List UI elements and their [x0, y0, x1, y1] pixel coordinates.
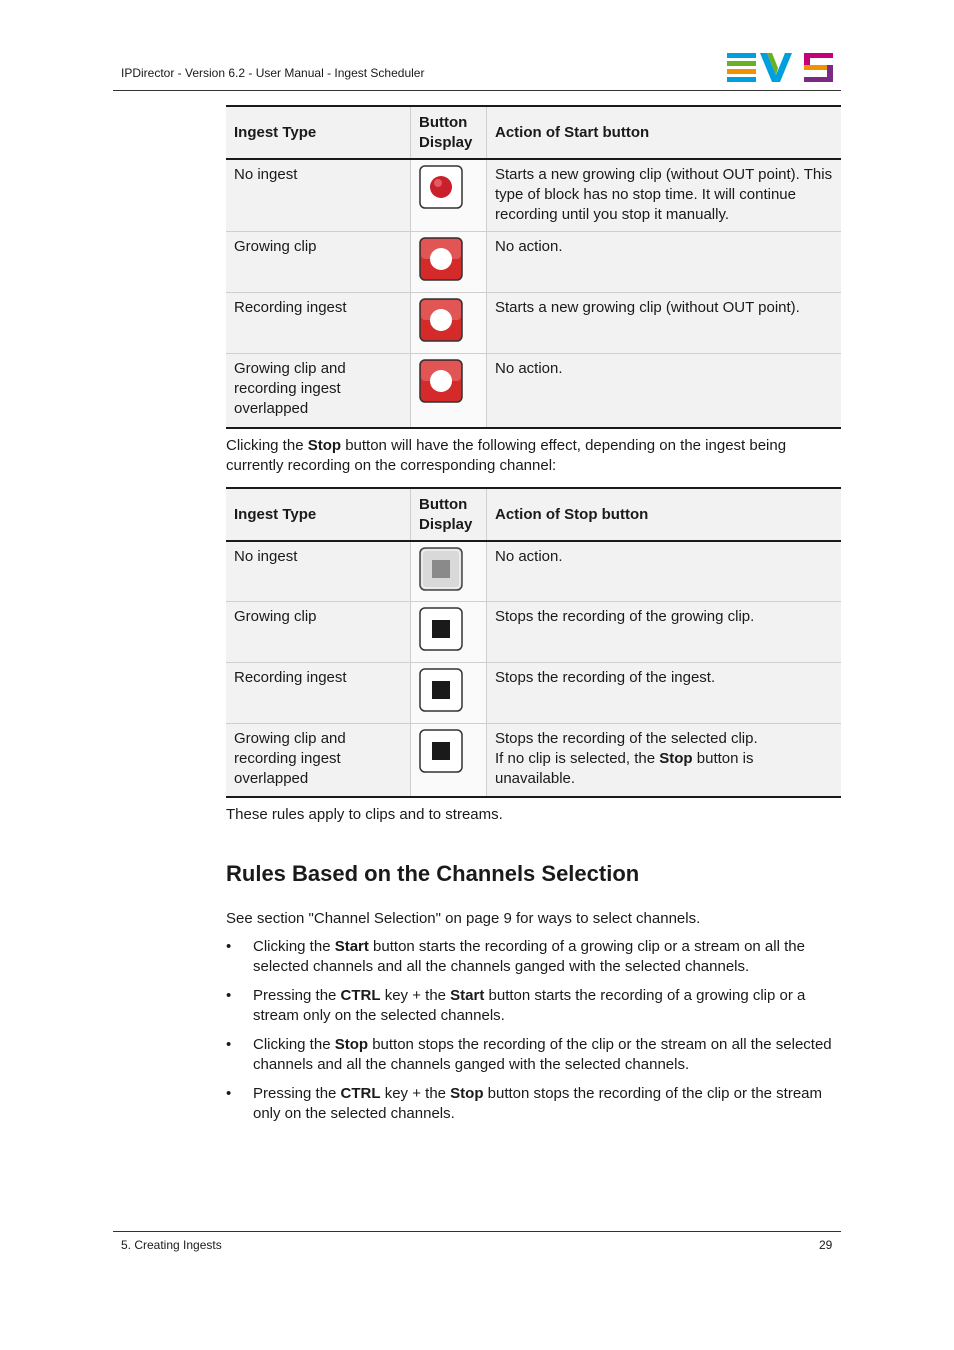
- table-row: [226, 293, 841, 354]
- section-intro: See section "Channel Selection" on page 9 for ways to select channels.: [226, 910, 701, 927]
- table-row: [226, 232, 841, 293]
- action-cell: No action.: [495, 360, 563, 377]
- list-item: [226, 986, 841, 1026]
- list-item: [226, 1084, 841, 1124]
- ingest-type-cell: Growing clip and recording ingest overlapped: [234, 729, 346, 787]
- action-cell: Starts a new growing clip (without OUT point). This type of block has no stop time. It will continue recording until you stop it manually.: [495, 166, 833, 223]
- button-display-cell: [411, 541, 487, 601]
- rules-note: These rules apply to clips and to streams.: [226, 806, 503, 823]
- stop-table-header-button-display: Button Display: [411, 488, 487, 541]
- bullet-bold: Stop: [450, 1085, 484, 1102]
- evs-logo-e: [727, 53, 756, 82]
- record-active-icon: [419, 298, 463, 342]
- ingest-type-cell: Recording ingest: [234, 668, 347, 686]
- start-table-header-action: Action of Start button: [487, 106, 842, 159]
- start-button-table: [226, 105, 841, 429]
- button-display-cell: [411, 159, 487, 232]
- bullet: •: [226, 1085, 232, 1102]
- ingest-type-cell: Growing clip: [234, 607, 317, 625]
- start-table-header-button-display: Button Display: [411, 106, 487, 159]
- bullet-text: Pressing the: [253, 1085, 341, 1102]
- evs-logo-v: [760, 53, 792, 82]
- bullet-text: Clicking the: [253, 1036, 335, 1053]
- bullet: •: [226, 1036, 232, 1053]
- stop-intro-text-end: button will have the following effect, depending on the ingest being currently recording on the corresponding channel:: [226, 437, 787, 474]
- table-row: [226, 601, 841, 662]
- button-display-cell: [411, 354, 487, 428]
- action-cell: No action.: [495, 548, 563, 565]
- action-cell: Starts a new growing clip (without OUT point).: [495, 299, 800, 316]
- stop-enabled-icon: [419, 607, 463, 651]
- bullet-text: Pressing the: [253, 987, 341, 1004]
- record-inactive-icon: [419, 165, 463, 209]
- footer-chapter: 5. Creating Ingests: [121, 1238, 222, 1252]
- table-row: [226, 354, 841, 428]
- table-row: [226, 723, 841, 797]
- bullet-text: button stops the recording of the clip or the stream on all the selected channels and all the channels ganged with the selected channels.: [253, 1036, 832, 1073]
- section-title: Rules Based on the Channels Selection: [226, 861, 640, 886]
- bullet-text: button starts the recording of a growing clip or a stream only on the selected channels.: [253, 987, 806, 1024]
- stop-table-header-action: Action of Stop button: [487, 488, 842, 541]
- action-text: If no clip is selected, the: [495, 749, 660, 767]
- action-bold: Stop: [659, 749, 693, 767]
- ingest-type-cell: Recording ingest: [234, 299, 347, 316]
- stop-intro-bold: Stop: [307, 437, 342, 454]
- record-active-icon: [419, 359, 463, 403]
- table-row: [226, 541, 841, 601]
- ingest-type-cell: No ingest: [234, 548, 298, 565]
- ingest-type-cell: No ingest: [234, 166, 298, 183]
- stop-intro-text: Clicking the: [226, 437, 308, 454]
- evs-logo: [727, 53, 834, 82]
- list-item: [226, 1035, 841, 1075]
- evs-logo-s: [804, 53, 833, 82]
- bullet-text: button starts the recording of a growing clip or a stream on all the selected channels and all the channels ganged with the selected channels.: [253, 938, 805, 975]
- header-rule: [113, 90, 841, 91]
- bullet-text: button stops the recording of the clip or the stream only on the selected channels.: [253, 1085, 823, 1122]
- button-display-cell: [411, 293, 487, 354]
- button-display-cell: [411, 723, 487, 797]
- bullet-text: Clicking the: [253, 938, 335, 955]
- footer-rule: [113, 1231, 841, 1232]
- stop-enabled-icon: [419, 729, 463, 773]
- action-line: Stops the recording of the selected clip.: [495, 729, 758, 747]
- record-active-icon: [419, 237, 463, 281]
- bullet-text: key + the: [380, 987, 451, 1004]
- bullet-bold: CTRL: [340, 987, 381, 1004]
- stop-disabled-icon: [419, 547, 463, 591]
- ingest-type-cell: Growing clip and recording ingest overlapped: [234, 360, 346, 417]
- action-cell: Stops the recording of the growing clip.: [495, 607, 755, 625]
- stop-enabled-icon: [419, 668, 463, 712]
- bullet-text: key + the: [380, 1085, 451, 1102]
- bullet-bold: CTRL: [340, 1085, 381, 1102]
- bullet-bold: Start: [450, 987, 485, 1004]
- stop-button-table: [226, 487, 841, 798]
- bullet: •: [226, 987, 232, 1004]
- bullet: •: [226, 938, 232, 955]
- stop-table-header-ingest-type: Ingest Type: [226, 488, 411, 541]
- button-display-cell: [411, 232, 487, 293]
- bullet-bold: Start: [334, 938, 369, 955]
- table-row: [226, 159, 841, 232]
- button-display-cell: [411, 601, 487, 662]
- action-cell: Stops the recording of the ingest.: [495, 668, 716, 686]
- ingest-type-cell: Growing clip: [234, 238, 317, 255]
- list-item: [226, 937, 841, 977]
- action-cell: [487, 723, 842, 797]
- bullet-bold: Stop: [334, 1036, 369, 1053]
- rules-list: [226, 937, 841, 1133]
- start-table-header-ingest-type: Ingest Type: [226, 106, 411, 159]
- header-title: IPDirector - Version 6.2 - User Manual - Ingest Scheduler: [121, 66, 425, 80]
- action-cell: No action.: [495, 238, 563, 255]
- stop-intro-paragraph: [226, 436, 841, 476]
- page-number: 29: [819, 1238, 833, 1252]
- action-text-end: button is unavailable.: [495, 749, 754, 787]
- table-row: [226, 662, 841, 723]
- button-display-cell: [411, 662, 487, 723]
